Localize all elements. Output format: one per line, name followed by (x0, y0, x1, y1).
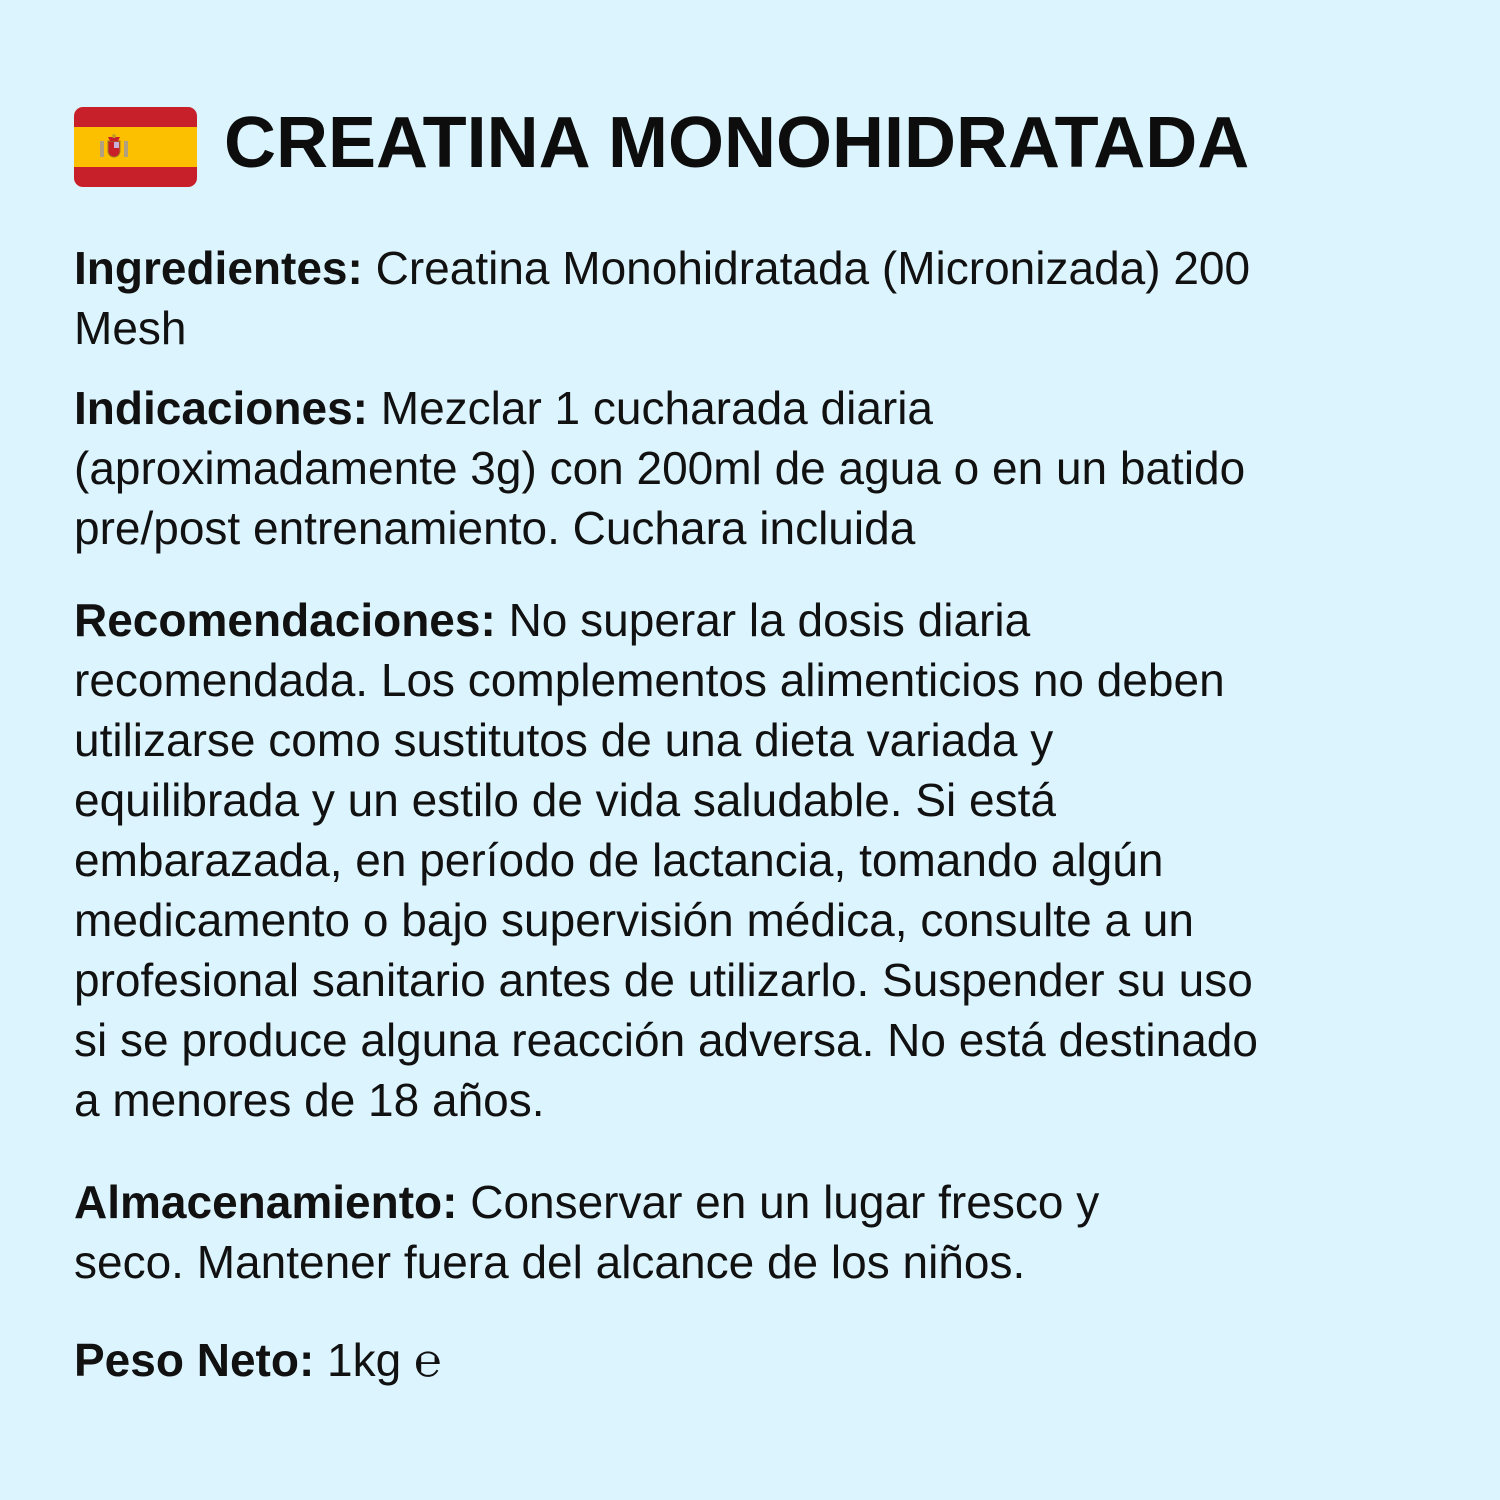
section-text: seco. Mantener fuera del alcance de los niños. (74, 1236, 1026, 1288)
storage-section (74, 1172, 1099, 1292)
section-label: Recomendaciones: (74, 594, 496, 646)
section-text: pre/post entrenamiento. Cuchara incluida (74, 502, 916, 554)
ingredients-section (74, 238, 1250, 358)
section-text: Creatina Monohidratada (Micronizada) 200 (362, 242, 1251, 294)
section-text: Conservar en un lugar fresco y (457, 1176, 1100, 1228)
section-text: profesional sanitario antes de utilizarlo. Suspender su uso (74, 954, 1253, 1006)
section-text: a menores de 18 años. (74, 1074, 545, 1126)
section-text: medicamento o bajo supervisión médica, consulte a un (74, 894, 1194, 946)
section-label: Indicaciones: (74, 382, 368, 434)
spain-flag-icon (74, 107, 197, 187)
section-text: (aproximadamente 3g) con 200ml de agua o en un batido (74, 442, 1246, 494)
section-label: Peso Neto: (74, 1334, 315, 1386)
section-text: 1kg ℮ (314, 1334, 442, 1386)
section-text: Mesh (74, 302, 187, 354)
section-text: si se produce alguna reacción adversa. No está destinado (74, 1014, 1258, 1066)
section-text: equilibrada y un estilo de vida saludable. Si está (74, 774, 1056, 826)
section-text: utilizarse como sustitutos de una dieta variada y (74, 714, 1054, 766)
recommendations-section (74, 590, 1258, 1130)
section-label: Ingredientes: (74, 242, 363, 294)
coat-of-arms-icon (98, 131, 130, 163)
indications-section (74, 378, 1245, 558)
section-label: Almacenamiento: (74, 1176, 458, 1228)
page-title: CREATINA MONOHIDRATADA (224, 103, 1250, 183)
section-text: Mezclar 1 cucharada diaria (367, 382, 934, 434)
section-text: embarazada, en período de lactancia, tomando algún (74, 834, 1164, 886)
section-text: No superar la dosis diaria (495, 594, 1031, 646)
net-weight-section (74, 1330, 442, 1390)
section-text: recomendada. Los complementos alimenticios no deben (74, 654, 1225, 706)
